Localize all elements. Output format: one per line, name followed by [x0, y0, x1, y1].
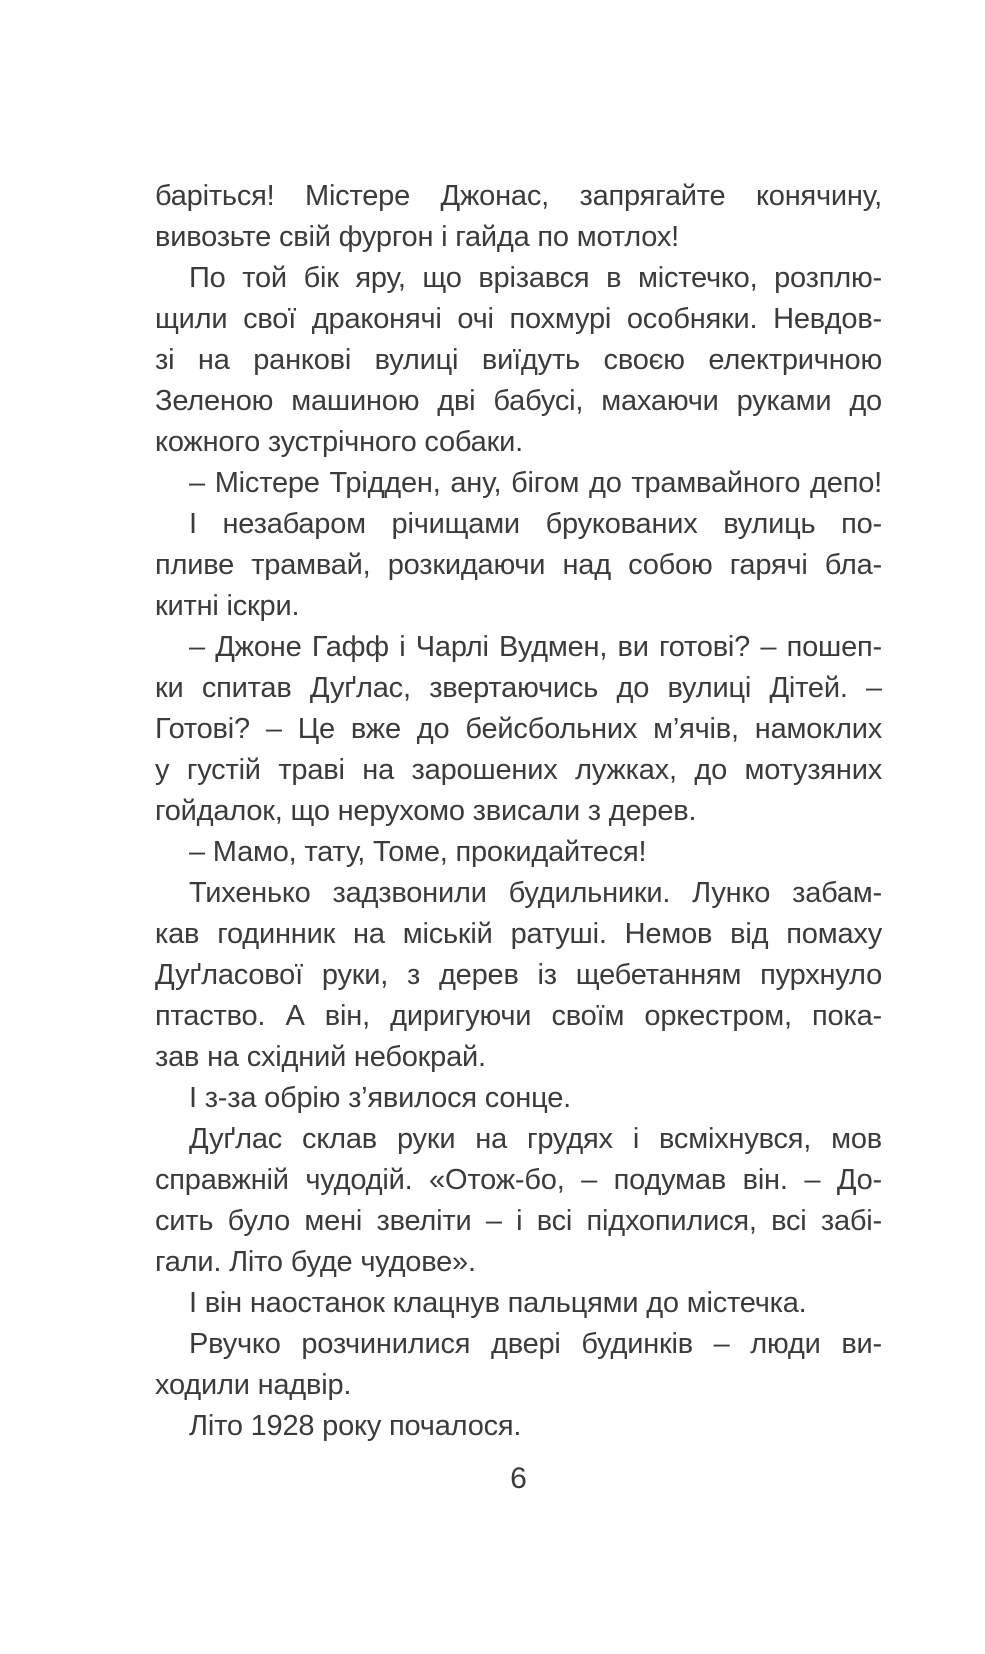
- text-line: пливе трамвай, розкидаючи над собою гарячі бла-: [155, 549, 882, 581]
- paragraph: [155, 627, 882, 832]
- text-line: Тихенько задзвонили будильники. Лунко забам-: [189, 877, 882, 909]
- text-line: ки спитав Дуґлас, звертаючись до вулиці Дітей. –: [155, 672, 882, 704]
- text-line: справжній чудодій. «Отож-бо, – подумав він. – До-: [155, 1164, 882, 1196]
- paragraph: [155, 1119, 882, 1283]
- text-line: вивозьте свій фургон і гайда по мотлох!: [155, 221, 679, 253]
- paragraph: [155, 1406, 882, 1447]
- paragraph: [155, 1324, 882, 1406]
- text-line: Готові? – Це вже до бейсбольних м’ячів, намоклих: [155, 713, 882, 745]
- text-line: баріться! Містере Джонас, запрягайте конячину,: [155, 180, 882, 212]
- text-line: І він наостанок клацнув пальцями до містечка.: [189, 1287, 807, 1319]
- text-line: Дуґлас склав руки на грудях і всміхнувся, мов: [189, 1123, 882, 1155]
- text-line: – Мамо, тату, Томе, прокидайтеся!: [189, 836, 647, 868]
- text-line: Рвучко розчинилися двері будинків – люди ви-: [189, 1328, 882, 1360]
- text-line: гойдалок, що нерухомо звисали з дерев.: [155, 795, 697, 827]
- text-line: По той бік яру, що врізався в містечко, розплю-: [189, 262, 882, 294]
- text-line: кожного зустрічного собаки.: [155, 426, 523, 458]
- text-line: І незабаром річищами брукованих вулиць по-: [189, 508, 882, 540]
- text-line: Дуґласової руки, з дерев із щебетанням пурхнуло: [155, 959, 882, 991]
- paragraph: [155, 258, 882, 463]
- page-number: 6: [510, 1462, 527, 1495]
- paragraph: [155, 463, 882, 504]
- text-line: кав годинник на міській ратуші. Немов від помаху: [155, 918, 882, 950]
- text-line: ходили надвір.: [155, 1369, 352, 1401]
- text-line: птаство. А він, диригуючи своїм оркестром, пока-: [155, 1000, 882, 1032]
- text-line: – Джоне Гафф і Чарлі Вудмен, ви готові? – пошеп-: [189, 631, 882, 663]
- text-line: І з-за обрію з’явилося сонце.: [189, 1082, 571, 1114]
- text-line: гали. Літо буде чудове».: [155, 1246, 476, 1278]
- text-line: у густій траві на зарошених лужках, до мотузяних: [155, 754, 882, 786]
- text-line: – Містере Трідден, ану, бігом до трамвайного депо!: [189, 467, 882, 499]
- text-line: щили свої драконячі очі похмурі особняки. Невдов-: [155, 303, 882, 335]
- paragraph: [155, 504, 882, 627]
- text-block: [155, 176, 882, 1447]
- paragraph: [155, 832, 882, 873]
- paragraph: [155, 176, 882, 258]
- text-line: зав на східний небокрай.: [155, 1041, 486, 1073]
- text-line: зі на ранкові вулиці виїдуть своєю електричною: [155, 344, 882, 376]
- text-line: Зеленою машиною дві бабусі, махаючи руками до: [155, 385, 882, 417]
- paragraph: [155, 873, 882, 1078]
- paragraph: [155, 1283, 882, 1324]
- paragraph: [155, 1078, 882, 1119]
- text-line: Літо 1928 року почалося.: [189, 1410, 522, 1442]
- text-line: сить було мені звеліти – і всі підхопилися, всі забі-: [155, 1205, 882, 1237]
- text-line: китні іскри.: [155, 590, 300, 622]
